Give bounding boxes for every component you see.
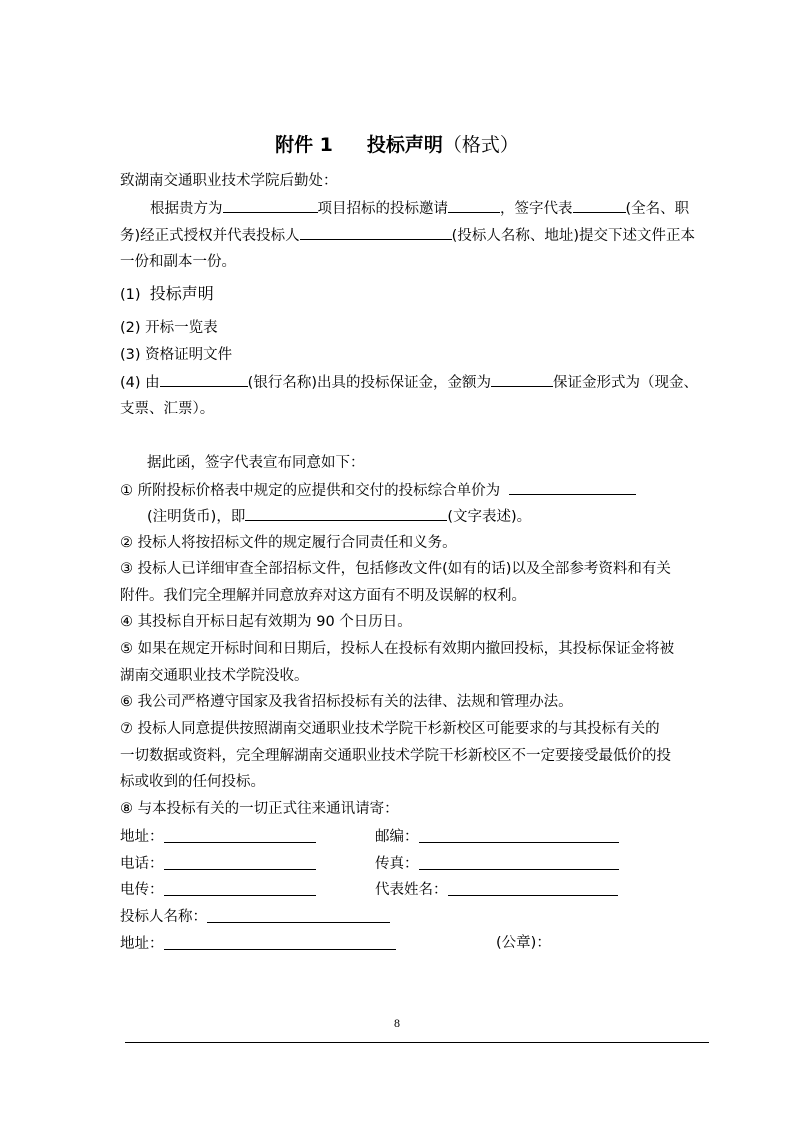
seal-label: (公章)： xyxy=(496,935,551,951)
title-format: （格式） xyxy=(442,134,519,156)
fax-field[interactable]: 传真： xyxy=(375,854,619,873)
page-number: 8 xyxy=(394,1016,400,1030)
clause-8: ⑧ 与本投标有关的一切正式往来通讯请寄： xyxy=(120,801,399,817)
clause-7-cont-1: 一切数据或资料，完全理解湖南交通职业技术学院干杉新校区不一定要接受最低价的投 xyxy=(120,748,671,764)
clause-2: ② 投标人将按招标文件的规定履行合同责任和义务。 xyxy=(120,535,457,551)
footer-divider xyxy=(125,1042,709,1043)
title-attachment: 附件 1 xyxy=(275,134,333,156)
clause-1: ① 所附投标价格表中规定的应提供和交付的投标综合单价为 xyxy=(120,481,735,500)
addressee: 致湖南交通职业技术学院后勤处： xyxy=(120,173,338,189)
postcode-field[interactable]: 邮编： xyxy=(375,827,619,846)
doc-item-4: (4) 由 (银行名称)出具的投标保证金，金额为 保证金形式为（现金、 xyxy=(120,375,698,391)
page-title xyxy=(0,130,794,157)
phone-field[interactable]: 电话： xyxy=(120,854,316,873)
doc-item-1: (1) 投标声明 xyxy=(120,284,214,303)
doc-item-4-cont: 支票、汇票）。 xyxy=(120,401,215,417)
clause-7-cont-2: 标或收到的任何投标。 xyxy=(120,774,265,790)
bidder-name-field[interactable]: 投标人名称： xyxy=(120,907,390,926)
bidder-address-field[interactable]: 地址： xyxy=(120,934,396,953)
representative-name-field[interactable]: 代表姓名： xyxy=(375,880,618,899)
intro-line-2: 务)经正式授权并代表投标人 (投标人名称、地址)提交下述文件正本 xyxy=(120,228,695,244)
doc-item-2: (2) 开标一览表 xyxy=(120,320,218,336)
clause-5: ⑤ 如果在规定开标时间和日期后，投标人在投标有效期内撤回投标，其投标保证金将被 xyxy=(120,641,675,657)
doc-item-3: (3) 资格证明文件 xyxy=(120,347,233,363)
clause-5-cont: 湖南交通职业技术学院没收。 xyxy=(120,668,309,684)
clause-3-cont: 附件。我们完全理解并同意放弃对这方面有不明及误解的权利。 xyxy=(120,588,526,604)
intro-line-3: 一份和副本一份。 xyxy=(120,254,236,270)
telex-field[interactable]: 电传： xyxy=(120,880,316,899)
address-field[interactable]: 地址： xyxy=(120,827,316,846)
intro-line-1: 根据贵方为 项目招标的投标邀请 ，签字代表 (全名、职 xyxy=(150,201,690,217)
title-main: 投标声明 xyxy=(366,134,443,156)
clause-4: ④ 其投标自开标日起有效期为 90 个日历日。 xyxy=(120,614,412,630)
clause-6: ⑥ 我公司严格遵守国家及我省招标投标有关的法律、法规和管理办法。 xyxy=(120,694,573,710)
clause-7: ⑦ 投标人同意提供按照湖南交通职业技术学院干杉新校区可能要求的与其投标有关的 xyxy=(120,721,660,737)
clause-1-cont: (注明货币)，即 (文字表述)。 xyxy=(147,509,532,525)
clause-3: ③ 投标人已详细审查全部招标文件，包括修改文件(如有的话)以及全部参考资料和有关 xyxy=(120,561,671,577)
declaration-intro: 据此函，签字代表宣布同意如下： xyxy=(147,455,365,471)
